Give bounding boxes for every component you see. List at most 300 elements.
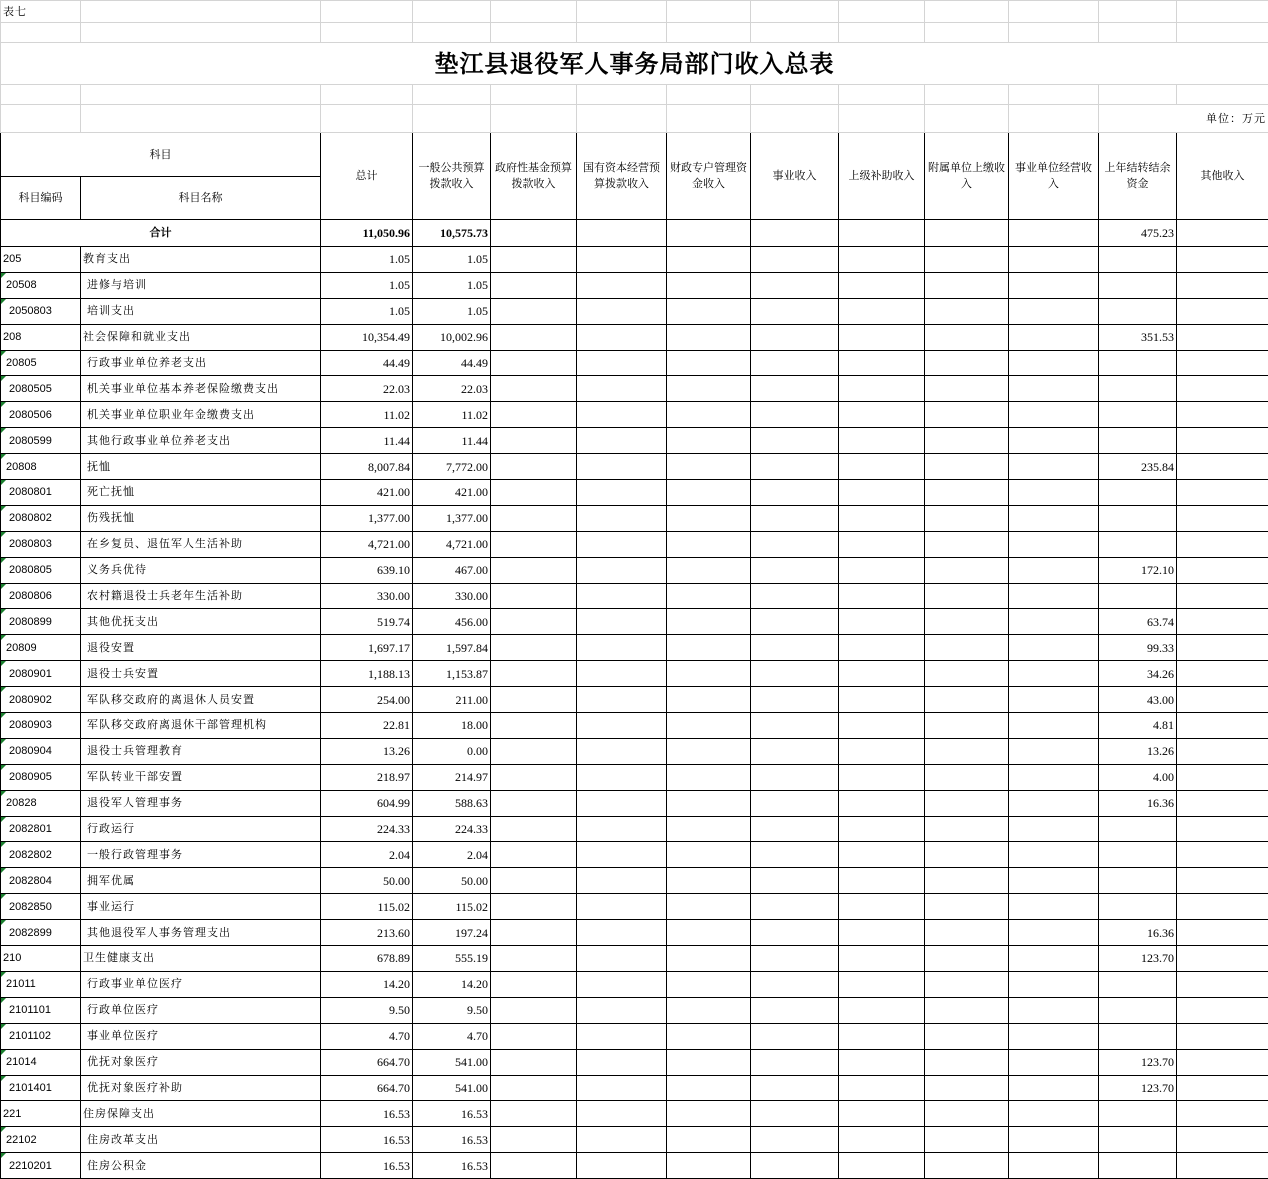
row-other [1177, 428, 1268, 454]
row-other [1177, 971, 1268, 997]
row-empty-cell [577, 661, 667, 687]
header-subject: 科目 [1, 133, 321, 177]
row-empty-cell [751, 1049, 839, 1075]
row-empty-cell [667, 868, 751, 894]
row-carryover: 123.70 [1099, 946, 1177, 972]
row-empty-cell [577, 376, 667, 402]
row-empty-cell [667, 557, 751, 583]
row-total: 4,721.00 [321, 531, 413, 557]
row-empty-cell [751, 376, 839, 402]
row-empty-cell [839, 738, 925, 764]
row-empty-cell [667, 324, 751, 350]
row-empty-cell [491, 505, 577, 531]
row-name: 军队移交政府的离退休人员安置 [81, 687, 321, 713]
row-other [1177, 1153, 1268, 1179]
row-carryover [1099, 531, 1177, 557]
row-name: 行政运行 [81, 816, 321, 842]
row-empty-cell [925, 454, 1009, 480]
row-empty-cell [751, 583, 839, 609]
row-carryover: 235.84 [1099, 454, 1177, 480]
total-label: 合计 [1, 220, 321, 247]
row-empty-cell [491, 997, 577, 1023]
row-name: 机关事业单位基本养老保险缴费支出 [81, 376, 321, 402]
row-total: 13.26 [321, 738, 413, 764]
row-empty-cell [839, 635, 925, 661]
row-total: 44.49 [321, 350, 413, 376]
row-empty-cell [491, 583, 577, 609]
row-carryover: 63.74 [1099, 609, 1177, 635]
row-empty-cell [751, 687, 839, 713]
row-empty-cell [839, 1075, 925, 1101]
row-empty-cell [925, 557, 1009, 583]
row-empty-cell [577, 920, 667, 946]
row-general: 10,002.96 [413, 324, 491, 350]
row-empty-cell [751, 531, 839, 557]
row-code: 208 [1, 324, 81, 350]
row-total: 218.97 [321, 764, 413, 790]
row-code: 2080802 [1, 505, 81, 531]
row-empty-cell [751, 1075, 839, 1101]
total-general: 10,575.73 [413, 220, 491, 247]
row-empty-cell [491, 738, 577, 764]
row-general: 1.05 [413, 272, 491, 298]
row-empty-cell [925, 609, 1009, 635]
row-empty-cell [1009, 816, 1099, 842]
row-code: 2080902 [1, 687, 81, 713]
row-code: 2080805 [1, 557, 81, 583]
row-other [1177, 609, 1268, 635]
row-empty-cell [751, 946, 839, 972]
row-total: 254.00 [321, 687, 413, 713]
row-empty-cell [1009, 531, 1099, 557]
row-empty-cell [1009, 764, 1099, 790]
row-empty-cell [925, 738, 1009, 764]
row-empty-cell [1009, 1049, 1099, 1075]
row-general: 115.02 [413, 894, 491, 920]
row-code: 2080905 [1, 764, 81, 790]
row-code: 2101102 [1, 1023, 81, 1049]
row-code: 2080806 [1, 583, 81, 609]
row-carryover [1099, 376, 1177, 402]
row-name: 农村籍退役士兵老年生活补助 [81, 583, 321, 609]
row-empty-cell [751, 738, 839, 764]
row-empty-cell [491, 480, 577, 506]
table-row [1, 272, 1268, 298]
row-code: 22102 [1, 1127, 81, 1153]
row-name: 退役士兵管理教育 [81, 738, 321, 764]
row-carryover [1099, 1023, 1177, 1049]
row-code: 2101101 [1, 997, 81, 1023]
row-empty-cell [667, 350, 751, 376]
unit-label: 单位：万元 [1099, 105, 1268, 133]
row-carryover [1099, 505, 1177, 531]
table-row [1, 946, 1268, 972]
header-affiliate: 附属单位上缴收入 [925, 133, 1009, 220]
table-row [1, 454, 1268, 480]
row-name: 社会保障和就业支出 [81, 324, 321, 350]
row-empty-cell [1009, 971, 1099, 997]
header-state-capital: 国有资本经营预算拨款收入 [577, 133, 667, 220]
row-name: 军队转业干部安置 [81, 764, 321, 790]
row-empty-cell [1009, 868, 1099, 894]
row-code: 2050803 [1, 298, 81, 324]
row-code: 2210201 [1, 1153, 81, 1179]
row-empty-cell [925, 816, 1009, 842]
row-empty-cell [839, 298, 925, 324]
row-empty-cell [667, 997, 751, 1023]
row-empty-cell [667, 1049, 751, 1075]
row-empty-cell [925, 687, 1009, 713]
row-carryover [1099, 997, 1177, 1023]
row-carryover: 16.36 [1099, 920, 1177, 946]
row-total: 330.00 [321, 583, 413, 609]
row-carryover [1099, 298, 1177, 324]
row-empty-cell [577, 946, 667, 972]
row-empty-cell [667, 1075, 751, 1101]
row-general: 1,153.87 [413, 661, 491, 687]
row-empty-cell [839, 997, 925, 1023]
row-name: 行政事业单位养老支出 [81, 350, 321, 376]
row-code: 2080599 [1, 428, 81, 454]
row-empty-cell [1009, 1101, 1099, 1127]
page-title: 垫江县退役军人事务局部门收入总表 [1, 43, 1268, 85]
row-empty-cell [491, 842, 577, 868]
row-name: 机关事业单位职业年金缴费支出 [81, 402, 321, 428]
row-carryover [1099, 868, 1177, 894]
table-row [1, 997, 1268, 1023]
row-code: 205 [1, 247, 81, 273]
row-empty-cell [667, 687, 751, 713]
row-empty-cell [577, 1153, 667, 1179]
table-row [1, 376, 1268, 402]
row-empty-cell [751, 1127, 839, 1153]
row-other [1177, 790, 1268, 816]
table-row [1, 350, 1268, 376]
row-total: 664.70 [321, 1075, 413, 1101]
row-empty-cell [839, 557, 925, 583]
row-empty-cell [925, 997, 1009, 1023]
row-code: 210 [1, 946, 81, 972]
row-other [1177, 946, 1268, 972]
row-name: 一般行政管理事务 [81, 842, 321, 868]
header-name: 科目名称 [81, 177, 321, 220]
row-total: 115.02 [321, 894, 413, 920]
row-empty-cell [925, 1049, 1009, 1075]
header-carryover: 上年结转结余资金 [1099, 133, 1177, 220]
row-empty-cell [839, 764, 925, 790]
row-other [1177, 583, 1268, 609]
row-total: 22.81 [321, 713, 413, 739]
row-total: 16.53 [321, 1127, 413, 1153]
row-empty-cell [667, 946, 751, 972]
row-empty-cell [491, 609, 577, 635]
row-empty-cell [751, 1153, 839, 1179]
row-empty-cell [667, 661, 751, 687]
row-general: 0.00 [413, 738, 491, 764]
row-other [1177, 480, 1268, 506]
row-code: 2101401 [1, 1075, 81, 1101]
row-total: 16.53 [321, 1153, 413, 1179]
row-empty-cell [1009, 350, 1099, 376]
header-superior: 上级补助收入 [839, 133, 925, 220]
row-general: 4,721.00 [413, 531, 491, 557]
row-empty-cell [667, 505, 751, 531]
table-row [1, 583, 1268, 609]
row-carryover [1099, 971, 1177, 997]
row-total: 8,007.84 [321, 454, 413, 480]
row-empty-cell [1009, 894, 1099, 920]
row-empty-cell [751, 894, 839, 920]
row-empty-cell [925, 1127, 1009, 1153]
row-general: 14.20 [413, 971, 491, 997]
row-other [1177, 298, 1268, 324]
row-empty-cell [751, 790, 839, 816]
row-empty-cell [751, 920, 839, 946]
row-empty-cell [925, 272, 1009, 298]
row-total: 213.60 [321, 920, 413, 946]
row-total: 11.02 [321, 402, 413, 428]
row-empty-cell [577, 1023, 667, 1049]
row-name: 抚恤 [81, 454, 321, 480]
row-empty-cell [925, 1153, 1009, 1179]
row-empty-cell [839, 687, 925, 713]
row-name: 培训支出 [81, 298, 321, 324]
row-name: 退役军人管理事务 [81, 790, 321, 816]
row-empty-cell [577, 971, 667, 997]
row-empty-cell [491, 350, 577, 376]
row-empty-cell [491, 635, 577, 661]
row-other [1177, 842, 1268, 868]
row-other [1177, 272, 1268, 298]
row-empty-cell [491, 298, 577, 324]
row-empty-cell [925, 920, 1009, 946]
row-empty-cell [1009, 376, 1099, 402]
row-empty-cell [925, 868, 1009, 894]
row-name: 教育支出 [81, 247, 321, 273]
row-name: 死亡抚恤 [81, 480, 321, 506]
row-empty-cell [577, 790, 667, 816]
row-carryover [1099, 1101, 1177, 1127]
row-code: 21011 [1, 971, 81, 997]
row-carryover [1099, 247, 1177, 273]
row-empty-cell [1009, 946, 1099, 972]
row-empty-cell [925, 842, 1009, 868]
row-empty-cell [1009, 790, 1099, 816]
row-total: 224.33 [321, 816, 413, 842]
row-name: 在乡复员、退伍军人生活补助 [81, 531, 321, 557]
row-general: 16.53 [413, 1127, 491, 1153]
row-name: 其他行政事业单位养老支出 [81, 428, 321, 454]
row-empty-cell [577, 454, 667, 480]
row-other [1177, 402, 1268, 428]
header-special: 财政专户管理资金收入 [667, 133, 751, 220]
row-other [1177, 1101, 1268, 1127]
row-empty-cell [839, 868, 925, 894]
table-row [1, 790, 1268, 816]
row-empty-cell [667, 1023, 751, 1049]
row-empty-cell [751, 842, 839, 868]
row-name: 其他退役军人事务管理支出 [81, 920, 321, 946]
row-empty-cell [667, 1101, 751, 1127]
row-empty-cell [925, 428, 1009, 454]
row-other [1177, 531, 1268, 557]
row-total: 9.50 [321, 997, 413, 1023]
header-business: 事业收入 [751, 133, 839, 220]
row-carryover: 34.26 [1099, 661, 1177, 687]
row-name: 优抚对象医疗 [81, 1049, 321, 1075]
row-empty-cell [577, 402, 667, 428]
row-code: 2082801 [1, 816, 81, 842]
row-empty-cell [667, 531, 751, 557]
row-general: 197.24 [413, 920, 491, 946]
row-empty-cell [577, 997, 667, 1023]
row-carryover [1099, 428, 1177, 454]
table-row [1, 661, 1268, 687]
row-carryover: 351.53 [1099, 324, 1177, 350]
row-empty-cell [491, 764, 577, 790]
row-code: 20805 [1, 350, 81, 376]
row-empty-cell [751, 764, 839, 790]
row-empty-cell [577, 713, 667, 739]
table-row [1, 247, 1268, 273]
table-row [1, 842, 1268, 868]
table-row [1, 687, 1268, 713]
row-empty-cell [491, 713, 577, 739]
row-empty-cell [925, 1075, 1009, 1101]
row-total: 639.10 [321, 557, 413, 583]
row-code: 20809 [1, 635, 81, 661]
row-total: 1,697.17 [321, 635, 413, 661]
row-other [1177, 1023, 1268, 1049]
row-total: 1.05 [321, 272, 413, 298]
row-empty-cell [751, 505, 839, 531]
row-empty-cell [491, 531, 577, 557]
header-code: 科目编码 [1, 177, 81, 220]
row-empty-cell [491, 1075, 577, 1101]
row-name: 住房保障支出 [81, 1101, 321, 1127]
row-empty-cell [667, 1153, 751, 1179]
row-empty-cell [839, 428, 925, 454]
row-empty-cell [925, 583, 1009, 609]
row-carryover: 43.00 [1099, 687, 1177, 713]
row-general: 11.44 [413, 428, 491, 454]
row-empty-cell [925, 790, 1009, 816]
table-row [1, 557, 1268, 583]
row-general: 4.70 [413, 1023, 491, 1049]
row-empty-cell [1009, 713, 1099, 739]
row-other [1177, 713, 1268, 739]
row-empty-cell [667, 713, 751, 739]
row-empty-cell [925, 298, 1009, 324]
row-empty-cell [577, 272, 667, 298]
table-row [1, 1049, 1268, 1075]
row-empty-cell [667, 402, 751, 428]
row-name: 退役安置 [81, 635, 321, 661]
row-empty-cell [751, 971, 839, 997]
row-empty-cell [751, 868, 839, 894]
row-total: 1.05 [321, 247, 413, 273]
row-general: 224.33 [413, 816, 491, 842]
row-total: 519.74 [321, 609, 413, 635]
row-empty-cell [925, 376, 1009, 402]
row-empty-cell [925, 1023, 1009, 1049]
row-empty-cell [667, 764, 751, 790]
row-general: 22.03 [413, 376, 491, 402]
row-code: 20808 [1, 454, 81, 480]
row-empty-cell [751, 557, 839, 583]
row-empty-cell [1009, 920, 1099, 946]
row-other [1177, 868, 1268, 894]
row-total: 1,377.00 [321, 505, 413, 531]
row-empty-cell [577, 480, 667, 506]
table-row [1, 971, 1268, 997]
table-row [1, 298, 1268, 324]
row-empty-cell [925, 531, 1009, 557]
row-other [1177, 557, 1268, 583]
row-empty-cell [491, 1023, 577, 1049]
row-empty-cell [667, 272, 751, 298]
row-empty-cell [667, 247, 751, 273]
table-row [1, 402, 1268, 428]
row-total: 22.03 [321, 376, 413, 402]
row-empty-cell [925, 946, 1009, 972]
row-empty-cell [1009, 635, 1099, 661]
row-empty-cell [925, 661, 1009, 687]
row-total: 664.70 [321, 1049, 413, 1075]
row-carryover: 123.70 [1099, 1075, 1177, 1101]
row-name: 军队移交政府离退休干部管理机构 [81, 713, 321, 739]
row-empty-cell [667, 376, 751, 402]
table-row [1, 816, 1268, 842]
row-general: 456.00 [413, 609, 491, 635]
row-empty-cell [667, 894, 751, 920]
row-empty-cell [1009, 583, 1099, 609]
table-row [1, 764, 1268, 790]
row-empty-cell [491, 1153, 577, 1179]
row-empty-cell [839, 661, 925, 687]
row-empty-cell [1009, 1127, 1099, 1153]
row-empty-cell [577, 738, 667, 764]
row-name: 拥军优属 [81, 868, 321, 894]
row-empty-cell [751, 635, 839, 661]
table-row [1, 505, 1268, 531]
row-empty-cell [667, 480, 751, 506]
row-name: 优抚对象医疗补助 [81, 1075, 321, 1101]
row-carryover: 13.26 [1099, 738, 1177, 764]
row-other [1177, 505, 1268, 531]
row-empty-cell [839, 713, 925, 739]
row-empty-cell [1009, 454, 1099, 480]
row-other [1177, 738, 1268, 764]
row-general: 1,597.84 [413, 635, 491, 661]
row-general: 16.53 [413, 1101, 491, 1127]
row-empty-cell [1009, 1153, 1099, 1179]
row-empty-cell [751, 997, 839, 1023]
row-empty-cell [1009, 298, 1099, 324]
row-empty-cell [577, 764, 667, 790]
row-empty-cell [577, 1075, 667, 1101]
table-row [1, 480, 1268, 506]
row-empty-cell [491, 687, 577, 713]
row-general: 467.00 [413, 557, 491, 583]
row-empty-cell [491, 661, 577, 687]
row-general: 44.49 [413, 350, 491, 376]
row-empty-cell [839, 971, 925, 997]
row-empty-cell [667, 454, 751, 480]
row-name: 退役士兵安置 [81, 661, 321, 687]
row-empty-cell [577, 868, 667, 894]
sheet-label: 表七 [1, 1, 81, 23]
